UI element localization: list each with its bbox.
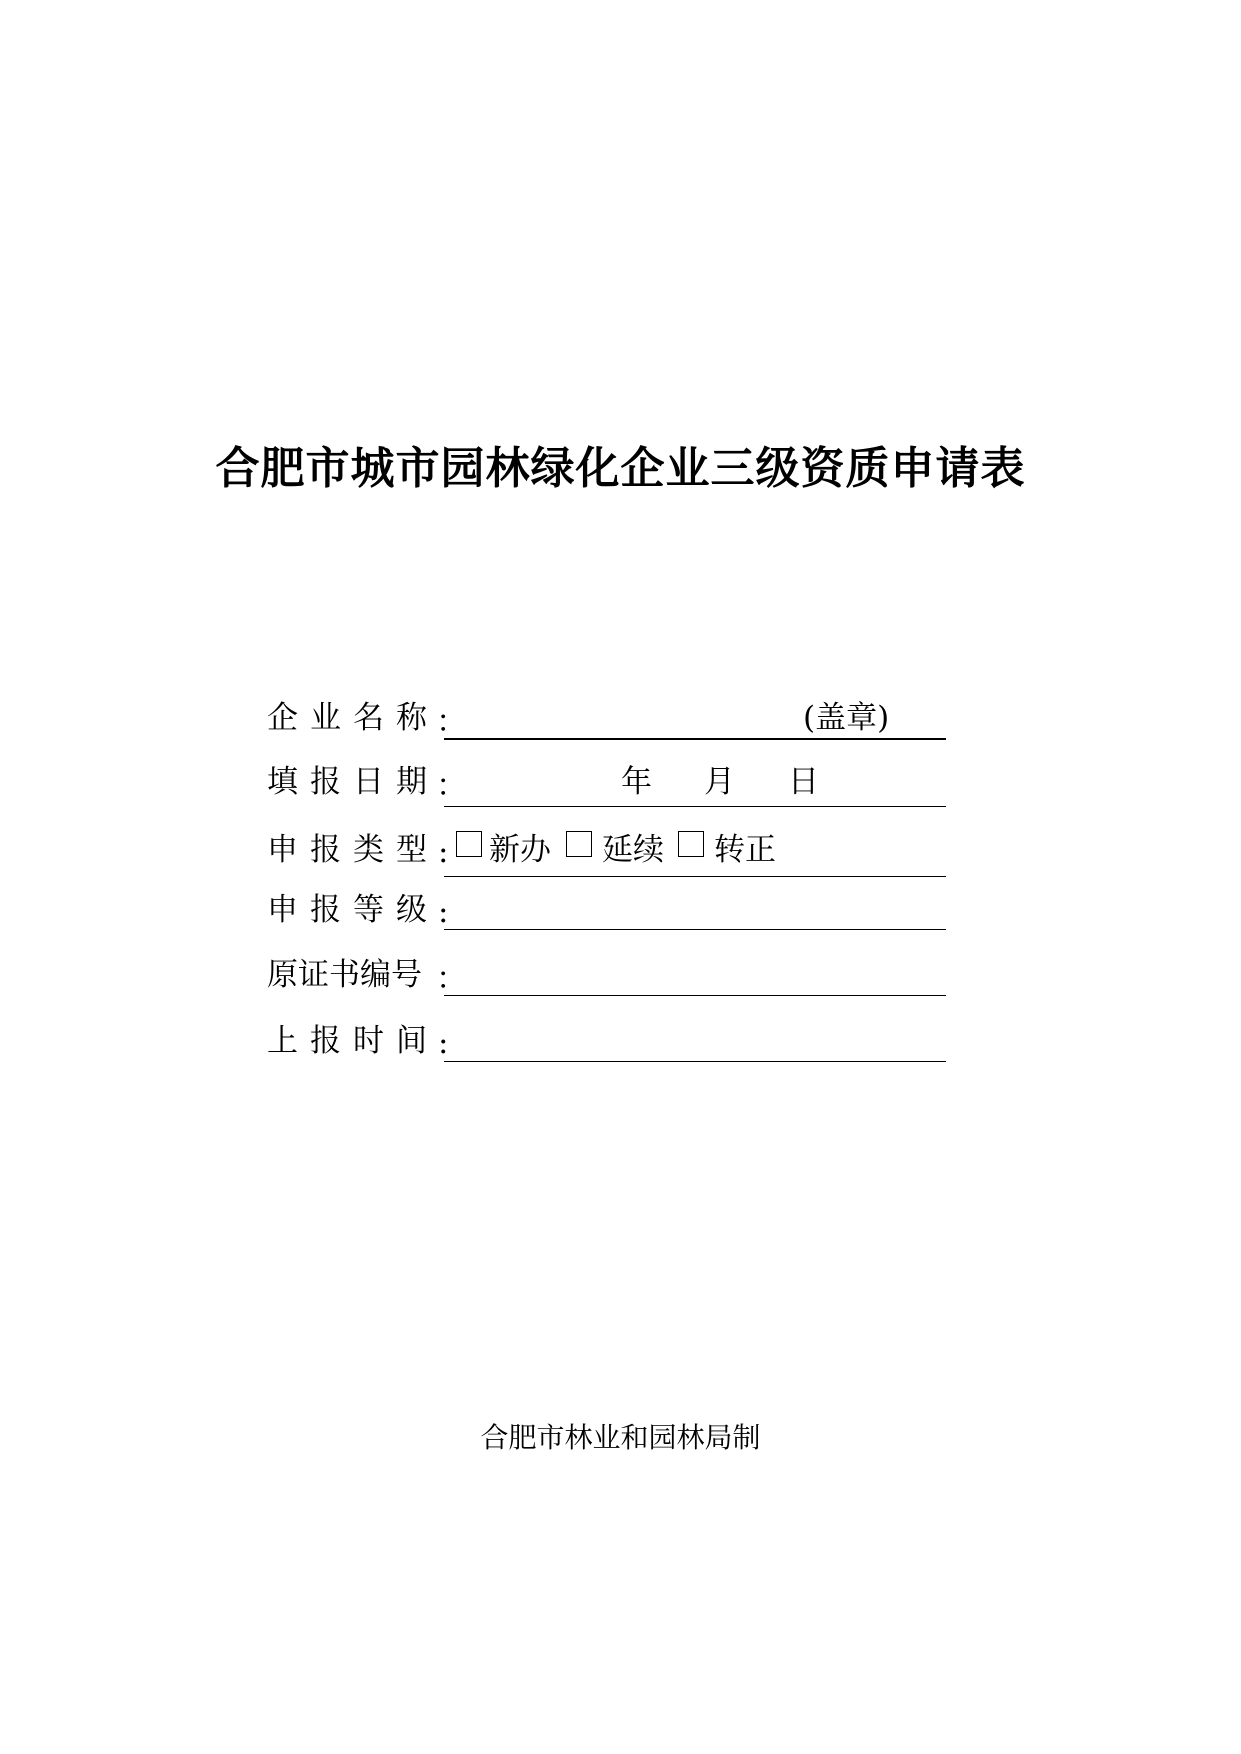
fill-date-year: 年 [621, 764, 652, 800]
company-name-colon: ： [436, 704, 467, 740]
issuer-footer: 合肥市林业和园林局制 [480, 1421, 761, 1454]
renew-checkbox[interactable] [566, 831, 592, 857]
report-time-colon: : [438, 1025, 449, 1061]
report-time-label: 上报时间 [267, 1023, 439, 1059]
renew-label: 延续 [602, 832, 664, 868]
new-apply-label: 新办 [489, 832, 551, 868]
apply-type-label: 申报类型 [267, 832, 439, 868]
original-cert-label: 原证书编号 [267, 957, 422, 993]
fill-date-month: 月 [704, 764, 735, 800]
report-time-field[interactable] [444, 1061, 946, 1062]
document-title: 合肥市城市园林绿化企业三级资质申请表 [215, 443, 1026, 494]
company-name-field[interactable] [444, 738, 946, 740]
fill-date-field[interactable] [444, 806, 946, 807]
apply-type-underline [444, 876, 946, 877]
formalize-checkbox[interactable] [678, 831, 704, 857]
apply-level-label: 申报等级 [267, 892, 439, 928]
apply-level-field[interactable] [444, 929, 946, 930]
company-name-label: 企业名称 [267, 700, 439, 736]
new-apply-checkbox[interactable] [456, 831, 482, 857]
original-cert-colon: ： [436, 961, 467, 997]
apply-type-colon: : [438, 834, 449, 870]
formalize-label: 转正 [714, 832, 776, 868]
original-cert-field[interactable] [444, 995, 946, 996]
fill-date-colon: ： [436, 768, 467, 804]
fill-date-label: 填报日期 [267, 764, 439, 800]
fill-date-day: 日 [788, 764, 819, 800]
company-seal-note: (盖章) [803, 700, 890, 736]
apply-level-colon: : [438, 894, 449, 930]
